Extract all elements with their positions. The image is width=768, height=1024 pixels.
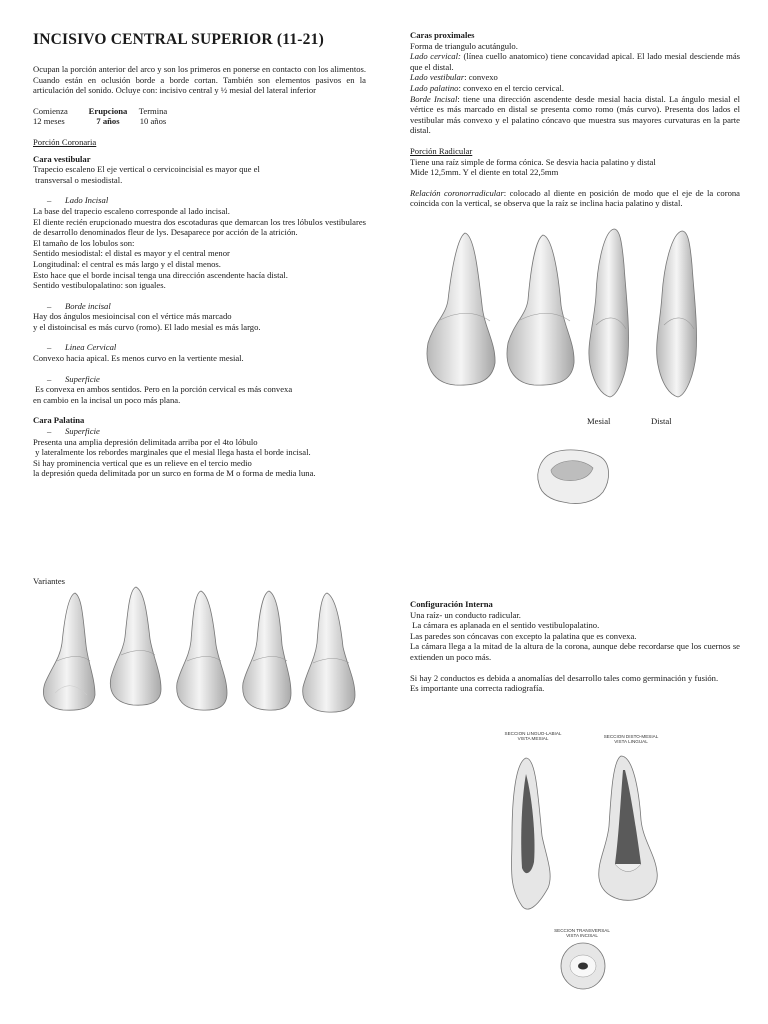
tooth-view-mesial: [589, 229, 629, 397]
superficie-heading: Superficie: [65, 373, 100, 384]
eruption-value-erupt: 7 años: [96, 116, 120, 127]
lado-palatino-label: Lado palatino: [410, 82, 459, 93]
lado-cervical-text: (línea cuello anatomico) tiene concavidad apical. El lado mesial desciende más que el distal.: [410, 51, 741, 72]
caras-proximales-heading: Caras proximales: [410, 30, 475, 40]
label-mesial: Mesial: [587, 416, 611, 426]
borde-incisal-heading: Borde incisal: [65, 300, 111, 311]
incisal-view-illustration: [533, 444, 613, 508]
lado-incisal-line: El diente recién erupcionado muestra dos escotaduras que demarcan los tres lóbulos vestibulares de desarrollo denominados fleur de lys. Desaparece por acción de la atrición.: [33, 216, 366, 238]
cara-palatina-line: Si hay prominencia vertical que es un relieve en el tercio medio: [33, 457, 252, 468]
porcion-coronaria-heading: Porción Coronaria: [33, 136, 97, 147]
relacion-label: Relación coronorradicular: [410, 187, 504, 198]
tooth-view-vestibular: [427, 233, 495, 385]
dash-bullet: –: [47, 300, 52, 311]
cara-vestibular-heading: Cara vestibular: [33, 153, 91, 164]
eruption-header-start: Comienza: [33, 105, 68, 116]
dash-bullet: –: [47, 426, 52, 437]
section-transversal-illustration: [558, 940, 608, 992]
variant-tooth-1: [43, 593, 95, 710]
lado-incisal-line: La base del trapecio escaleno corresponde al lado incisal.: [33, 205, 230, 216]
lado-incisal-line: Sentido mesiodistal: el distal es mayor y el central menor: [33, 248, 230, 259]
label-distal: Distal: [651, 416, 672, 426]
variant-tooth-2: [110, 587, 161, 705]
cara-palatina-heading: Cara Palatina: [33, 415, 85, 426]
configuracion-line: Una raíz- un conducto radicular.: [410, 609, 521, 620]
variant-tooth-3: [177, 591, 227, 710]
lado-incisal-line: Sentido vestibulopalatino: son iguales.: [33, 280, 166, 291]
configuracion-heading: Configuración Interna: [410, 599, 493, 609]
cara-palatina-line: Presenta una amplia depresión delimitada arriba por el 4to lóbulo: [33, 436, 258, 447]
configuracion-line: La cámara llega a la mitad de la altura de la corona, aunque debe recordarse que los cuernos se extienden un poco más.: [410, 641, 740, 662]
lado-incisal-line: Esto hace que el borde incisal tenga una dirección ascendente hacía distal.: [33, 269, 288, 280]
cara-vestibular-line1: Trapecio escaleno El eje vertical o cervicoincisial es mayor que el: [33, 164, 260, 175]
borde-incisal-prox-text: : tiene una dirección ascendente desde mesial hacia distal. La ángulo mesial el vértice es más marcado en distal se presenta como romo (más curvo). Presenta dos lados el vestibular más convexo y el palatino cóncavo que muestra sus mayores curvaturas en la parte distal.: [410, 93, 740, 136]
cara-palatina-sub: Superficie: [65, 426, 100, 437]
variant-tooth-4: [243, 591, 291, 710]
dash-bullet: –: [47, 195, 52, 206]
eruption-value-start: 12 meses: [33, 116, 65, 127]
tooth-view-distal: [657, 231, 697, 397]
intro-paragraph: Ocupan la porción anterior del arco y son los primeros en ponerse en contacto con los alimentos. Cuando están en oclusión borde a borde cortan. También son elementos pasivos en la articulación del sonido. Ocluye con: incisivo central y ½ mesial del lateral inferior: [33, 64, 366, 96]
eruption-table: [33, 106, 366, 127]
porcion-radicular-heading: Porción Radicular: [410, 145, 473, 156]
label-seccion-transversal: SECCION TRANSVERSAL VISTA INCISAL: [554, 928, 610, 939]
section-disto-mesial-illustration: [593, 754, 665, 904]
superficie-line: Es convexa en ambos sentidos. Pero en la porción cervical es más convexa: [33, 384, 293, 395]
configuracion-extra: Si hay 2 conductos es debida a anomalías del desarrollo tales como germinación y fusión.: [410, 672, 719, 683]
variantes-illustration: [35, 583, 370, 718]
label-seccion-disto-mesial: SECCION DISTO-MESIAL VISTA LINGUAL: [603, 734, 659, 745]
linea-cervical-heading: Linea Cervical: [65, 342, 117, 353]
cara-palatina-line: la depresión queda delimitada por un surco en forma de M o forma de media luna.: [33, 468, 316, 479]
variantes-label: Variantes: [33, 576, 65, 586]
caras-proximales-line1: Forma de triangulo acutángulo.: [410, 40, 518, 51]
lado-incisal-line: Longitudinal: el central es más largo y el distal menos.: [33, 258, 221, 269]
lado-vestibular-label: Lado vestibular: [410, 72, 465, 83]
eruption-value-end: 10 años: [139, 116, 167, 127]
configuracion-extra: Es importante una correcta radiografía.: [410, 683, 545, 694]
variant-tooth-5: [303, 593, 355, 712]
relacion-text: : colocado al diente en posición de modo que el eje de la corona coincida con la vertical, se observa que la raíz se inclina hacia palatino y distal.: [410, 187, 740, 209]
porcion-radicular-line1: Tiene una raíz simple de forma cónica. Se desvia hacia palatino y distal: [410, 156, 656, 167]
linea-cervical-line: Convexo hacia apical. Es menos curvo en la vertiente mesial.: [33, 353, 244, 364]
dash-bullet: –: [47, 373, 52, 384]
superficie-line: en cambio en la incisal un poco más plana.: [33, 394, 181, 405]
tooth-views-illustration: [420, 225, 740, 405]
cara-palatina-line: y lateralmente los rebordes marginales que el mesial llega hasta el borde incisal.: [33, 447, 311, 458]
configuracion-line: Las paredes son cóncavas con excepto la palatina que es convexa.: [410, 630, 637, 641]
borde-incisal-line: y el distoincisal es más curvo (romo). El lado mesial es más largo.: [33, 321, 261, 332]
label-seccion-linguo-labial: SECCION LINGUO-LABIAL VISTA MESIAL: [504, 731, 562, 742]
dash-bullet: –: [47, 342, 52, 353]
right-column: [410, 30, 740, 209]
lado-palatino-text: : convexo en el tercio cervical.: [458, 82, 564, 93]
cara-vestibular-line2: transversal o mesiodistal.: [33, 174, 123, 185]
tooth-view-palatal: [507, 235, 574, 385]
left-column: [33, 30, 366, 479]
configuracion-section: [410, 599, 740, 694]
lado-incisal-heading: Lado Incisal: [65, 195, 109, 206]
eruption-header-end: Termina: [138, 105, 168, 116]
page-title: INCISIVO CENTRAL SUPERIOR (11-21): [33, 31, 324, 48]
lado-cervical-label: Lado cervical:: [410, 51, 461, 62]
lado-vestibular-text: : convexo: [464, 72, 498, 83]
porcion-radicular-line2: Mide 12,5mm. Y el diente en total 22,5mm: [410, 167, 559, 178]
borde-incisal-prox-label: Borde Incisal: [410, 93, 458, 104]
borde-incisal-line: Hay dos ángulos mesioincisal con el vértice más marcado: [33, 311, 232, 322]
lado-incisal-line: El tamaño de los lobulos son:: [33, 237, 135, 248]
eruption-header-erupt: Erupciona: [88, 105, 128, 116]
section-linguo-labial-illustration: [498, 756, 560, 916]
configuracion-line: La cámara es aplanada en el sentido vestibulopalatino.: [410, 620, 600, 631]
